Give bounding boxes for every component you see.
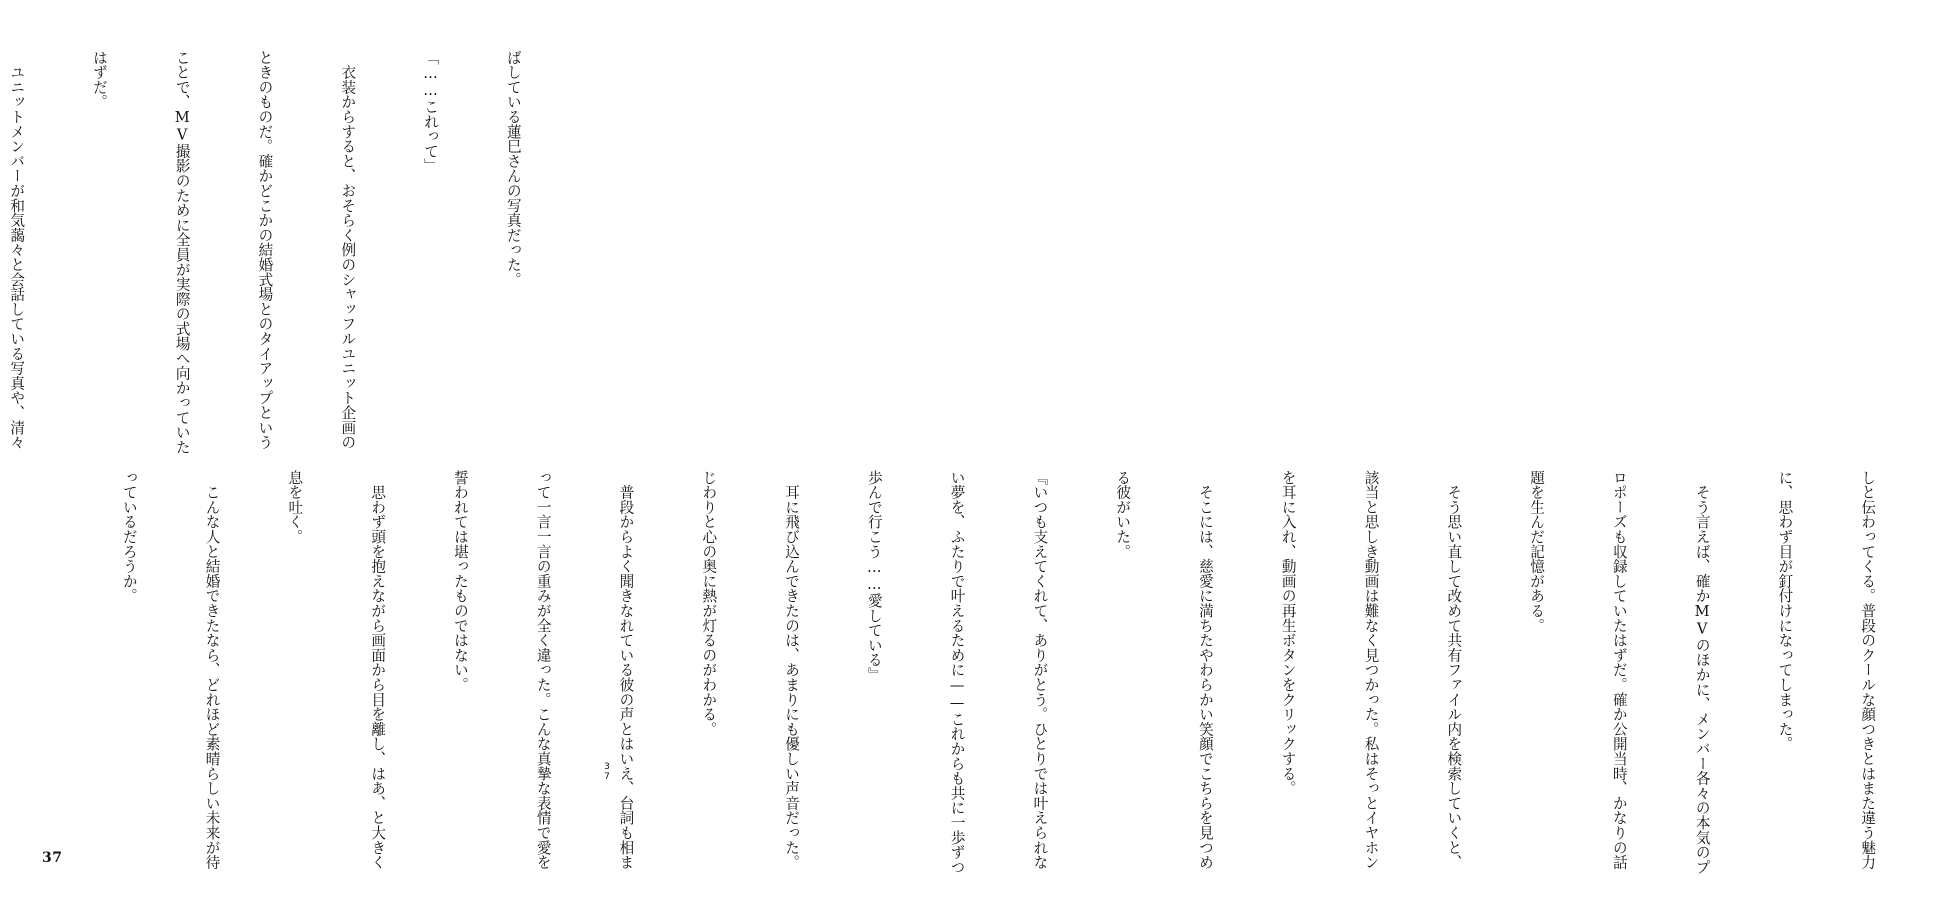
text-line: 「……これって」 — [422, 50, 440, 174]
text-line: そう言えば、確かMVのほかに、メンバー各々の本気のプ — [1693, 470, 1711, 875]
text-line: ときのものだ。確かどこかの結婚式場とのタイアップという — [256, 50, 274, 450]
text-line: しと伝わってくる。普段のクールな顔つきとはまた違う魅力 — [1859, 470, 1877, 870]
text-line: 耳に飛び込んできたのは、あまりにも優しい声音だった。 — [783, 470, 801, 870]
text-line: 思わず頭を抱えながら画面から目を離し、はあ、と大きく — [369, 470, 387, 870]
text-line: ユニットメンバーが和気藹々と会話している写真や、清々 — [8, 50, 26, 450]
text-line: そう思い直して改めて共有ファイル内を検索していくと、 — [1445, 470, 1463, 870]
text-line: 該当と思しき動画は難なく見つかった。私はそっとイヤホン — [1362, 470, 1380, 870]
text-line: 息を吐く。 — [286, 470, 304, 544]
text-line: 衣装からすると、おそらく例のシャッフルユニット企画の — [339, 50, 357, 450]
text-line: 題を生んだ記憶がある。 — [1528, 470, 1546, 633]
text-line: ことで、MV撮影のために全員が実際の式場へ向かっていた — [173, 50, 191, 455]
text-line: じわりと心の奥に熱が灯るのがわかる。 — [700, 470, 718, 737]
text-line: ロポーズも収録していたはずだ。確か公開当時、かなりの話 — [1610, 470, 1628, 870]
text-line: い夢を、ふたりで叶えるために——これからも共に一歩ずつ — [948, 470, 966, 875]
text-line: 歩んで行こう……愛している』 — [865, 470, 883, 682]
text-line: ばしている蓮巳さんの写真だった。 — [504, 50, 522, 287]
text-line: る彼がいた。 — [1114, 470, 1132, 559]
text-line: っているだろうか。 — [120, 470, 138, 604]
side-page-number: 37 — [602, 762, 612, 782]
text-line: って一言一言の重みが全く違った。こんな真摯な表情で愛を — [534, 470, 552, 870]
text-line: はずだ。 — [90, 50, 108, 110]
text-line: を耳に入れ、動画の再生ボタンをクリックする。 — [1279, 470, 1297, 796]
text-line: こんな人と結婚できたなら、どれほど素晴らしい未来が待 — [203, 470, 221, 870]
text-line: 普段からよく聞きなれている彼の声とはいえ、台詞も相ま — [617, 470, 635, 870]
text-line: 誓われては堪ったものではない。 — [451, 470, 469, 692]
page-number: 37 — [42, 850, 63, 866]
text-line: に、思わず目が釘付けになってしまった。 — [1776, 470, 1794, 752]
text-line: 『いつも支えてくれて、ありがとう。ひとりでは叶えられな — [1031, 470, 1049, 870]
text-line: そこには、慈愛に満ちたやわらかい笑顔でこちらを見つめ — [1196, 470, 1214, 870]
text-block-lower — [60, 470, 1936, 875]
